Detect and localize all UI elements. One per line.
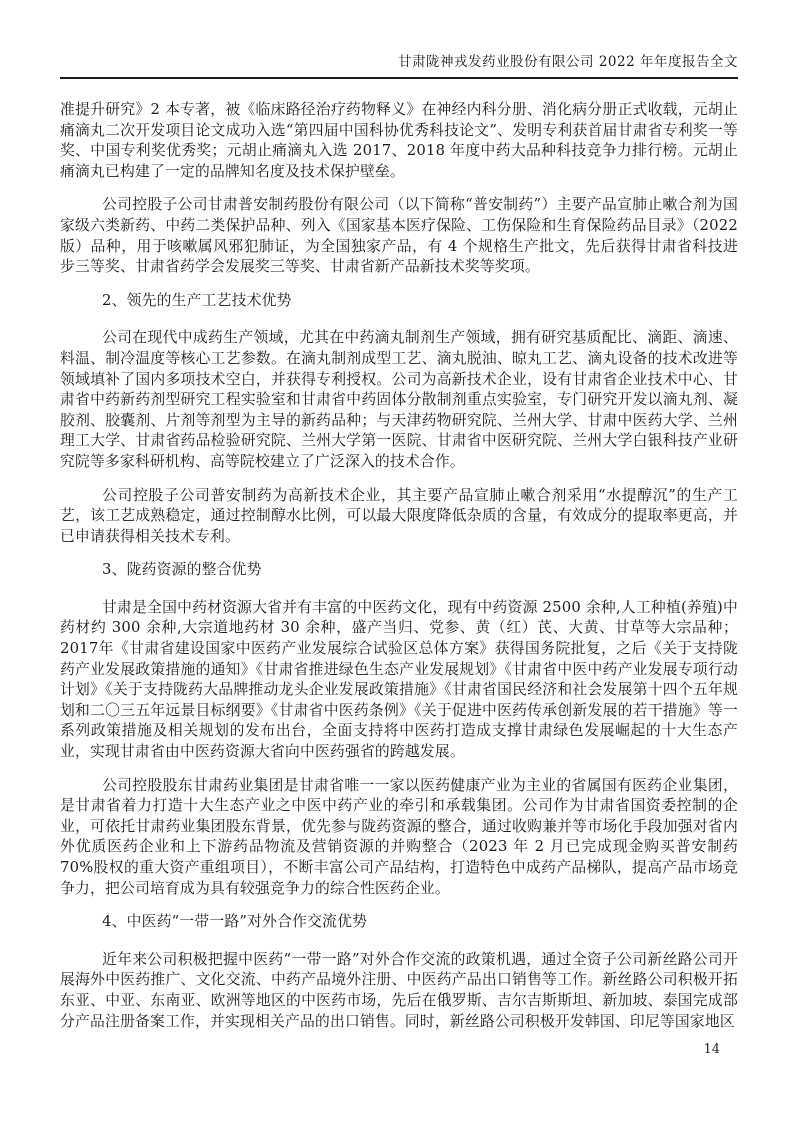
- body-paragraph: 公司控股子公司甘肃普安制药股份有限公司（以下简称“普安制药”）主要产品宣肺止嗽合剂为国家级六类新药、中药二类保护品种、列入《国家基本医疗保险、工伤保险和生育保险药品目录》（2022版）品种，用于咳嗽属风邪犯肺证，为全国独家产品，有 4 个规格生产批文，先后获得甘肃省科技进步三等奖、甘肃省药学会发展奖三等奖、甘肃省新产品新技术奖等奖项。: [60, 196, 738, 276]
- body-paragraph: 甘肃是全国中药材资源大省并有丰富的中医药文化，现有中药资源 2500 余种,人工种植(养殖)中药材约 300 余种,大宗道地药材 30 余种，盛产当归、党参、黄（红）芪、大黄、甘草等大宗品种；2017年《甘肃省建设国家中医药产业发展综合试验区总体方案》获得国务院批复，之后《关于支持陇药产业发展政策措施的通知》《甘肃省推进绿色生态产业发展规划》《甘肃省中医中药产业发展专项行动计划》《关于支持陇药大品牌推动龙头企业发展政策措施》《甘肃省国民经济和社会发展第十四个五年规划和二〇三五年远景目标纲要》《甘肃省中医药条例》《关于促进中医药传承创新发展的若干措施》等一系列政策措施及相关规划的发布出台，全面支持将中医药打造成支撑甘肃绿色发展崛起的十大生态产业，实现甘肃省由中医药资源大省向中医药强省的跨越发展。: [60, 598, 738, 761]
- section-heading-2: 2、领先的生产工艺技术优势: [102, 291, 292, 309]
- body-paragraph: 准提升研究》2 本专著，被《临床路径治疗药物释义》在神经内科分册、消化病分册正式收载，元胡止痛滴丸二次开发项目论文成功入选“第四届中国科协优秀科技论文”、发明专利获首届甘肃省专利奖一等奖、中国专利奖优秀奖；元胡止痛滴丸入选 2017、2018 年度中药大品种科技竞争力排行榜。元胡止痛滴丸已构建了一定的品牌知名度及技术保护壁垒。: [60, 101, 738, 180]
- body-paragraph: 公司在现代中成药生产领域，尤其在中药滴丸制剂生产领域，拥有研究基质配比、滴距、滴速、料温、制冷温度等核心工艺参数。在滴丸制剂成型工艺、滴丸脱油、晾丸工艺、滴丸设备的技术改进等领域填补了国内多项技术空白，并获得专利授权。公司为高新技术企业，设有甘肃省企业技术中心、甘肃省中药新药剂型研究工程实验室和甘肃省中药固体分散制剂重点实验室，专门研究开发以滴丸剂、凝胶剂、胶囊剂、片剂等剂型为主导的新药品种；与天津药物研究院、兰州大学、甘肃中医药大学、兰州理工大学、甘肃省药品检验研究院、兰州大学第一医院、甘肃省中医研究院、兰州大学白银科技产业研究院等多家科研机构、高等院校建立了广泛深入的技术合作。: [60, 329, 738, 470]
- report-header-title: 甘肃陇神戎发药业股份有限公司 2022 年年度报告全文: [60, 50, 738, 79]
- document-body: [60, 100, 738, 1032]
- page-number: 14: [703, 1042, 720, 1057]
- section-heading-4: 4、中医药“一带一路”对外合作交流优势: [102, 913, 368, 931]
- body-paragraph: 近年来公司积极把握中医药“一带一路”对外合作交流的政策机遇，通过全资子公司新丝路公司开展海外中医药推广、文化交流、中药产品境外注册、中医药产品出口销售等工作。新丝路公司积极开拓东亚、中亚、东南亚、欧洲等地区的中医药市场，先后在俄罗斯、吉尔吉斯斯坦、新加坡、泰国完成部分产品注册备案工作，并实现相关产品的出口销售。同时，新丝路公司积极开发韩国、印尼等国家地区: [60, 950, 738, 1030]
- body-paragraph: 公司控股股东甘肃药业集团是甘肃省唯一一家以医药健康产业为主业的省属国有医药企业集团，是甘肃省着力打造十大生态产业之中医中药产业的牵引和承载集团。公司作为甘肃省国资委控制的企业，可依托甘肃药业集团股东背景，优先参与陇药资源的整合，通过收购兼并等市场化手段加强对省内外优质医药企业和上下游药品物流及营销资源的并购整合（2023 年 2 月已完成现金购买普安制药 70%股权的重大资产重组项目），不断丰富公司产品结构，打造特色中成药产品梯队，提高产品市场竞争力，把公司培育成为具有较强竞争力的综合性医药企业。: [60, 776, 738, 897]
- section-heading-3: 3、陇药资源的整合优势: [102, 561, 262, 579]
- body-paragraph: 公司控股子公司普安制药为高新技术企业，其主要产品宣肺止嗽合剂采用“水提醇沉”的生产工艺，该工艺成熟稳定，通过控制醇水比例，可以最大限度降低杂质的含量，有效成分的提取率更高，并已申请获得相关技术专利。: [60, 486, 738, 545]
